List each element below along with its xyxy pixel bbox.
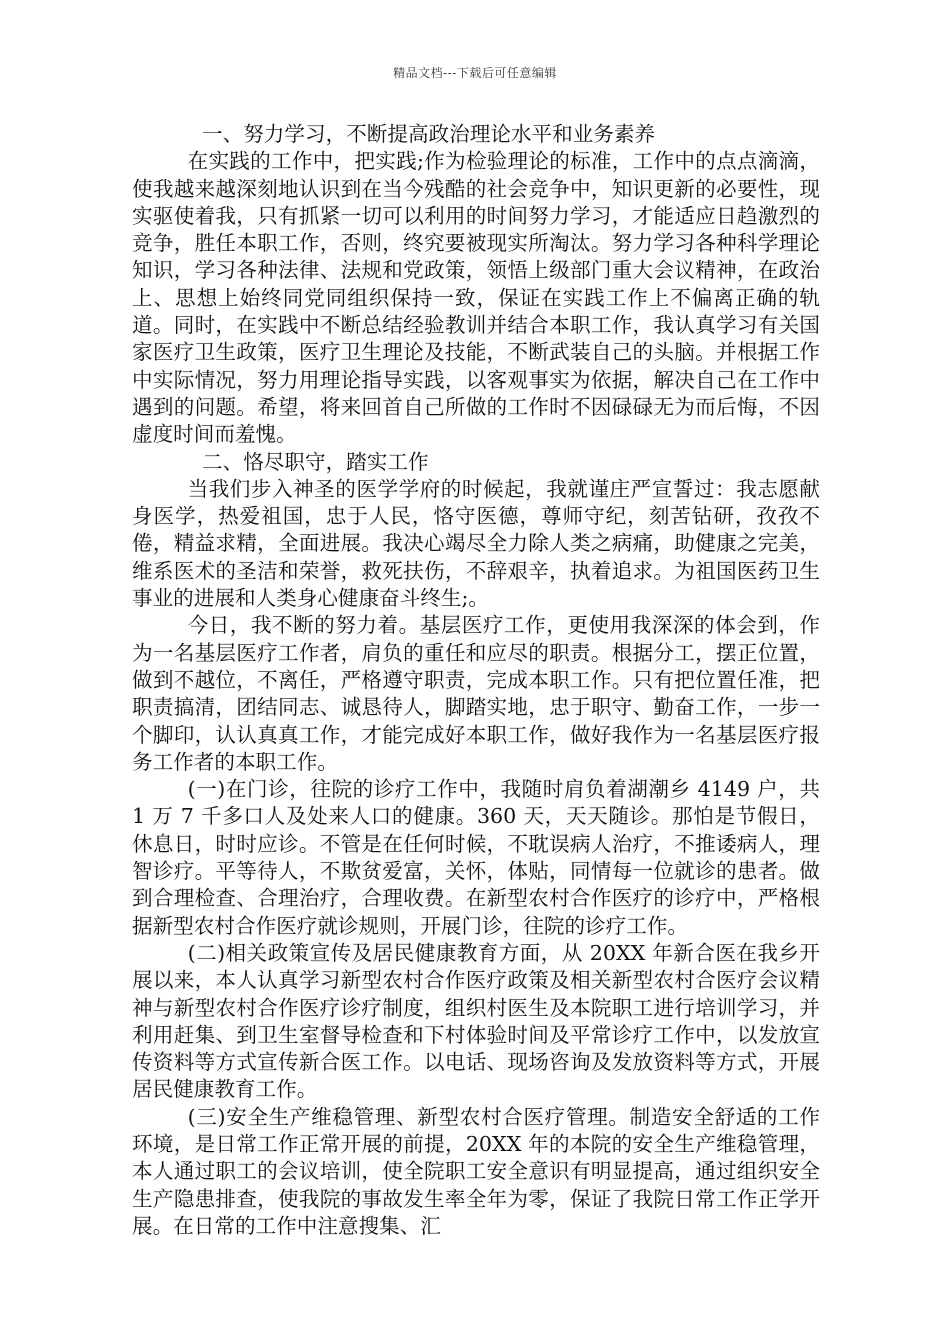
- section-heading-1: 一、努力学习，不断提高政治理论水平和业务素养: [202, 122, 656, 146]
- paragraph: 在实践的工作中，把实践;作为检验理论的标准，工作中的点点滴滴，使我越来越深刻地认识到在当今残酷的社会竞争中，知识更新的必要性，现实驱使着我，只有抓紧一切可以利用的时间努力学习，才能适应日趋激烈的竞争，胜任本职工作，否则，终究要被现实所淘汰。努力学习各种科学理论知识，学习各种法律、法规和党政策，领悟上级部门重大会议精神，在政治上、思想上始终同党同组织保持一致，保证在实践工作上不偏离正确的轨道。同时，在实践中不断总结经验教训并结合本职工作，我认真学习有关国家医疗卫生政策，医疗卫生理论及技能，不断武装自己的头脑。并根据工作中实际情况，努力用理论指导实践，以客观事实为依据，解决自己在工作中遇到的问题。希望，将来回首自己所做的工作时不因碌碌无为而后悔，不因虚度时间而羞愧。: [132, 149, 820, 447]
- document-body: [132, 121, 820, 1240]
- page-header: 精品文档---下载后可任意编辑: [393, 66, 557, 80]
- paragraph: (一)在门诊，往院的诊疗工作中，我随时肩负着湖潮乡 4149 户，共 1 万 7 千多口人及处来人口的健康。360 天，天天随诊。那怕是节假日，休息日，时时应诊。不管是在任何时候，不耽误病人治疗，不推诿病人，理智诊疗。平等待人，不欺贫爱富，关怀，体贴，同情每一位就诊的患者。做到合理检查、合理治疗，合理收费。在新型农村合作医疗的诊疗中，严格根据新型农村合作医疗就诊规则，开展门诊，往院的诊疗工作。: [132, 777, 820, 938]
- paragraph: 当我们步入神圣的医学学府的时候起，我就谨庄严宣誓过：我志愿献身医学，热爱祖国，忠于人民，恪守医德，尊师守纪，刻苦钻研，孜孜不倦，精益求精，全面进展。我决心竭尽全力除人类之病痛，助健康之完美，维系医术的圣洁和荣誉，救死扶伤，不辞艰辛，执着追求。为祖国医药卫生事业的进展和人类身心健康奋斗终生;。: [132, 476, 820, 611]
- paragraph: 今日，我不断的努力着。基层医疗工作，更使用我深深的体会到，作为一名基层医疗工作者，肩负的重任和应尽的职责。根据分工，摆正位置，做到不越位，不离任，严格遵守职责，完成本职工作。只有把位置任准，把职责搞清，团结同志、诚恳待人，脚踏实地，忠于职守、勤奋工作，一步一个脚印，认认真真工作，才能完成好本职工作，做好我作为一名基层医疗报务工作者的本职工作。: [132, 613, 820, 774]
- paragraph: (三)安全生产维稳管理、新型农村合医疗管理。制造安全舒适的工作环境，是日常工作正常开展的前提，20XX 年的本院的安全生产维稳管理，本人通过职工的会议培训，使全院职工安全意识有明显提高，通过组织安全生产隐患排查，使我院的事故发生率全年为零，保证了我院日常工作正学开展。在日常的工作中注意搜集、汇: [132, 1104, 820, 1238]
- paragraph: (二)相关政策宣传及居民健康教育方面，从 20XX 年新合医在我乡开展以来，本人认真学习新型农村合作医疗政策及相关新型农村合医疗会议精神与新型农村合作医疗诊疗制度，组织村医生及本院职工进行培训学习，并利用赶集、到卫生室督导检查和下村体验时间及平常诊疗工作中，以发放宣传资料等方式宣传新合医工作。以电话、现场咨询及发放资料等方式，开展居民健康教育工作。: [132, 940, 820, 1102]
- section-heading-2: 二、恪尽职守，踏实工作: [202, 449, 429, 474]
